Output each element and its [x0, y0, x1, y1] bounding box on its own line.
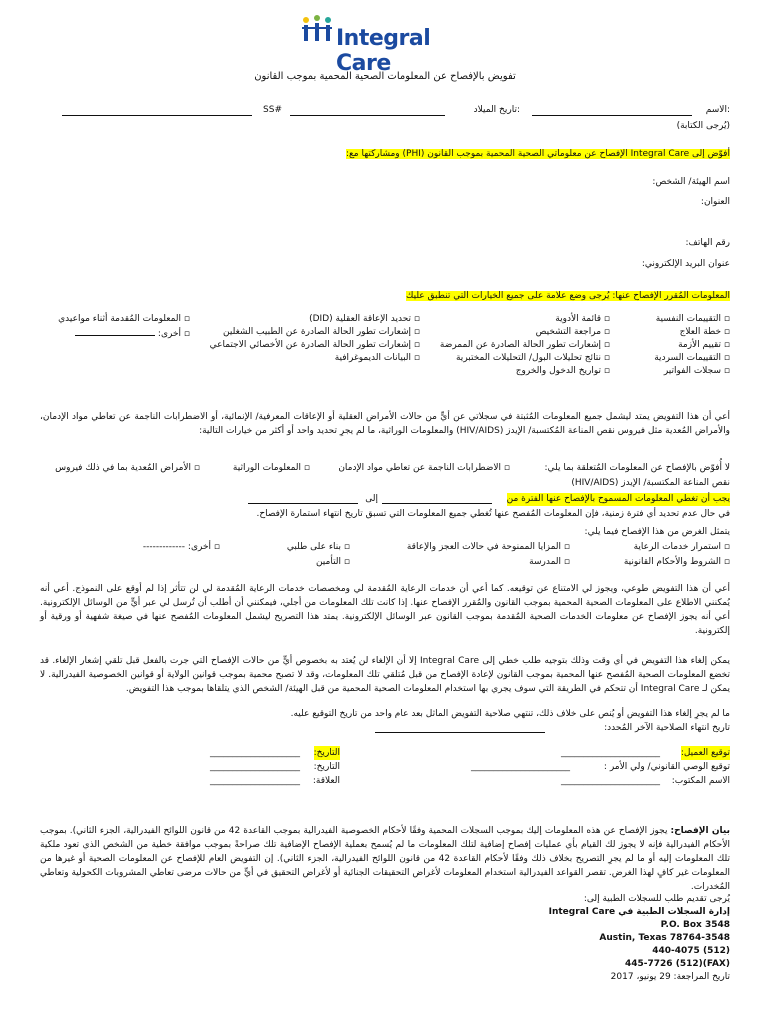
expiry-label: تاريخ انتهاء الصلاحية الآخر المُحدد: — [604, 723, 730, 733]
relationship-label: العلاقة: — [312, 776, 340, 786]
guardian-signature-label: توقيع الوصي القانوني/ ولي الأمر : — [603, 762, 730, 772]
purpose-row-1 — [40, 541, 730, 555]
info-header — [406, 290, 730, 303]
check-item[interactable]: ▫ إشعارات تطور الحالة الصادرة عن الممرضة — [439, 340, 610, 350]
review-date: تاريخ المراجعة: 29 يونيو، 2017 — [610, 972, 730, 982]
period-to-label: إلى — [365, 494, 378, 504]
date-label-2: التاريخ: — [313, 762, 340, 772]
check-item[interactable]: ▫ المعلومات الوراثية — [232, 463, 310, 473]
check-item[interactable]: ▫ سجلات الفواتير — [663, 366, 730, 376]
name-label: الاسم: — [705, 105, 730, 115]
logo-figures-icon — [300, 14, 334, 48]
check-item[interactable]: ▫ التقييمات النفسية — [655, 314, 730, 324]
dob-field[interactable] — [290, 106, 445, 116]
disclosure-text: يجوز الإفصاح عن هذه المعلومات إليك بموجب السجلات المحمية وفقًا لأحكام الخصوصية الفيدرالية بموجب القاعدة 42 من قانون اللوائح الفيدرالية، الجزء الثاني). بموجب الأحكام الفيدرالية فإنه لا يجوز لك القيام بأي عمليات إفصاح إضافية لتلك المعلومات ما لم يُسمح بعملية الإفصاح الإضافية تلك صراحةً بموجب موافقة خطية من الشخص الذي تعود ملكية تلك المعلومات إليه أو ما لم يجرِ التصريح بخلاف ذلك وفقًا لأحكام القاعدة 42 من قانون اللوائح الفيدرالية، الجزء الثاني). إن التفويض العام للإفصاح عن المعلومات الصحية أو غيرها من المعلومات غير كافٍ لهذا الغرض. تقصر القواعد الفيدرالية استخدام المعلومات لأغراض التحقيقات الجنائية أو لأغراض التحقيق في أيٍّ من حالات مرضى تعاطي المشروبات الكحولية وتعاطي المُخدرات. — [40, 826, 730, 892]
mail-fax: (FAX)(512) 445-7726 — [624, 959, 730, 969]
mail-city: Austin, Texas 78764-3548 — [599, 933, 730, 943]
check-item[interactable]: ▫ الشروط والأحكام القانونية — [623, 557, 730, 567]
check-item[interactable]: ▫ تواريخ الدخول والخروج — [515, 366, 610, 376]
ss-label: SS# — [263, 105, 282, 115]
not-authorize-row — [40, 462, 730, 476]
purpose-row-2 — [40, 556, 730, 570]
ss-field[interactable] — [62, 106, 252, 116]
mail-box: P.O. Box 3548 — [660, 920, 730, 930]
checklist-col-2 — [420, 313, 610, 378]
address-label: العنوان: — [700, 197, 730, 207]
form-title: تفويض بالإفصاح عن المعلومات الصحية المحمية بموجب القانون — [254, 71, 516, 82]
logo-text: Integral Care — [336, 26, 431, 76]
authorize-line — [346, 148, 730, 161]
dob-label: تاريخ الميلاد: — [473, 105, 520, 115]
check-item[interactable]: ▫ المدرسة — [529, 557, 570, 567]
check-item[interactable]: ▫ إشعارات تطور الحالة الصادرة عن الأخصائي الاجتماعي — [209, 340, 420, 350]
check-item[interactable]: ▫ إشعارات تطور الحالة الصادرة عن الطبيب الشغلين — [223, 327, 420, 337]
disclosure-title: بيان الإفصاح: — [670, 826, 730, 836]
checklist-col-1 — [610, 313, 730, 378]
check-item[interactable]: ▫ التقييمات السردية — [654, 353, 730, 363]
disclosure-paragraph — [40, 824, 730, 894]
name-field[interactable] — [532, 106, 692, 116]
period-row — [40, 493, 730, 507]
mail-phone: (512) 440-4075 — [652, 946, 730, 956]
guardian-signature-field[interactable]: ______________________ — [471, 762, 570, 772]
check-item[interactable]: ▫ مراجعة التشخيص — [535, 327, 610, 337]
name-hint: (يُرجى الكتابة) — [676, 121, 730, 131]
check-item[interactable]: ▫ التأمين — [315, 557, 350, 567]
check-item[interactable]: ▫ المزايا الممنوحة في حالات العجز والإعاقة — [406, 542, 570, 552]
check-item[interactable]: ▫ قائمة الأدوية — [555, 314, 610, 324]
email-label: عنوان البريد الإلكتروني: — [641, 259, 730, 269]
check-item[interactable]: ▫ المعلومات المُقدمة أثناء مواعيدي — [58, 314, 190, 324]
mail-intro: يُرجى تقديم طلب للسجلات الطبية إلى: — [583, 894, 730, 904]
checklist — [40, 313, 730, 383]
date-field-1[interactable]: ____________________ — [210, 748, 300, 758]
printed-name-field[interactable]: ______________________ — [561, 776, 660, 786]
expiry-field[interactable] — [375, 723, 545, 733]
check-item[interactable]: ▫ الاضطرابات الناجمة عن تعاطي مواد الإدمان — [338, 463, 510, 473]
mail-dept: إدارة السجلات الطبية في Integral Care — [548, 907, 730, 917]
logo — [300, 10, 490, 76]
note-paragraph: أعي أن هذا التفويض يمتد ليشمل جميع المعلومات المُثبتة في سجلاتي عن أيٍّ من حالات الأمراض العقلية أو الإعاقات المعرفية/ الإنمائية، أو الاضطرابات الناجمة عن تعاطي مواد الإدمان، والأمراض المُعدية مثل فيروس نقص المناعة المُكتسبة/ الإيدز (HIV/AIDS) والمعلومات الوراثية، ما لم يجرِ تحديد واحد أو أكثر من خيارات التالية: — [40, 412, 730, 436]
period-to-field[interactable] — [248, 494, 358, 504]
period-from-field[interactable] — [382, 494, 492, 504]
revoke-paragraph: يمكن إلغاء هذا التفويض في أي وقت وذلك بتوجيه طلب خطي إلى Integral Care إلا أن الإلغاء لن يُعتد به بخصوص أيٍّ من حالات الإفصاح التي جرت بالفعل قبل تلقي إشعار الإلغاء. قد تخضع المعلومات الصحية المُفصح عنها المحمية بموجب القانون لإعادة الإفصاح من قبل مُتلقي تلك المعلومات، وقد لا تصبح محمية بموجب قوانين الولاية أو قوانين الخصوصية الفيدرالية. لا يمكن لـ Integral Care أن تتحكم في الطريقة التي سوف يجري بها استخدام المعلومات الصحية المحمية من قبل الهيئة/ الشخص الذي يتلقاها بموجب هذا التفويض. — [40, 656, 731, 694]
date-field-2[interactable]: ____________________ — [210, 762, 300, 772]
purpose-label: يتمثل الغرض من هذا الإفصاح فيما يلي: — [584, 527, 730, 537]
check-item[interactable]: ▫ بناء على طلبي — [286, 542, 350, 552]
patient-row — [40, 104, 730, 118]
period-label: يجب أن تغطي المعلومات المسموح بالإفصاح عنها الفترة من — [506, 494, 730, 504]
relationship-field[interactable]: ____________________ — [210, 776, 300, 786]
authorize-text: أفوّض إلى Integral Care الإفصاح عن معلوماتي الصحية المحمية بموجب القانون (PHI) ومشاركتها مع: — [345, 149, 730, 159]
phone-label: رقم الهاتف: — [685, 238, 730, 248]
check-item[interactable]: ▫ البيانات الديموغرافية — [334, 353, 420, 363]
date-label-1: التاريخ: — [313, 748, 340, 758]
printed-name-label: الاسم المكتوب: — [671, 776, 730, 786]
signature-block — [40, 746, 730, 806]
org-label: اسم الهيئة/ الشخص: — [652, 177, 730, 187]
not-authorize-continuation: نقص المناعة المكتسبة/ الإيدز (HIV/AIDS) — [571, 478, 730, 488]
checklist-col-4 — [40, 313, 190, 341]
check-item[interactable]: ▫ أخرى: — [40, 326, 190, 341]
check-item[interactable]: ▫ تقييم الأزمة — [678, 340, 730, 350]
client-signature-label: توقيع العميل: — [680, 748, 730, 758]
check-item[interactable]: ▫ أخرى: ------------- — [142, 542, 220, 552]
check-item[interactable]: ▫ استمرار خدمات الرعاية — [633, 542, 730, 552]
check-item[interactable]: ▫ تحديد الإعاقة العقلية (DID) — [309, 314, 420, 324]
check-item[interactable]: ▫ الأمراض المُعدية بما في ذلك فيروس — [55, 463, 200, 473]
check-item[interactable]: ▫ نتائج تحليلات البول/ التحليلات المختبرية — [455, 353, 610, 363]
period-note: في حال عدم تحديد أي فترة زمنية، فإن المعلومات المُفصح عنها تُغطي جميع المعلومات التي تسبق تاريخ انتهاء استمارة الإفصاح. — [256, 509, 730, 519]
expiry-row — [40, 722, 730, 736]
mail-block — [430, 893, 730, 984]
info-header-text: المعلومات المُقرر الإفصاح عنها: يُرجى وضع علامة على جميع الخيارات التي تنطبق عليك — [406, 291, 730, 301]
expiry-text: ما لم يجرِ إلغاء هذا التفويض أو يُنص على خلاف ذلك، تنتهي صلاحية التفويض الماثل بعد عام واحد من تاريخ التوقيع عليه. — [290, 709, 730, 719]
check-item[interactable]: ▫ خطة العلاج — [679, 327, 730, 337]
client-signature-field[interactable]: ______________________ — [561, 748, 660, 758]
not-authorize-label: لا أُفوّض بالإفصاح عن المعلومات المُتعلقة بما يلي: — [544, 463, 730, 473]
voluntary-paragraph: أعي أن هذا التفويض طوعي، ويجوز لي الامتناع عن توقيعه. كما أعي أن خدمات الرعاية المُقدمة لي ومخصصات خدمات الرعاية المُقدمة لي لن تتأثر إذا لم أوقع على النموذج. أعي أنه يُمكنني الاطلاع على المعلومات الصحية المحمية بموجب القانون والمُقرر الإفصاح عنها. إذا كانت تلك المعلومات من أجلي، فيمكنني أن أطلب أن تُرسل لي عبر أيٍّ من الوسائل الإلكترونية. أعي أنه يجوز الإفصاح عن معلومات الخدمات الصحية المُقدمة بموجب القانون عبر الوسائل الإلكترونية. يمتد هذا التصريح ليشمل المعلومات المُفصح عنها في صيغة شفهية أو ورقية أو إلكترونية. — [40, 584, 730, 636]
checklist-col-3 — [190, 313, 420, 365]
